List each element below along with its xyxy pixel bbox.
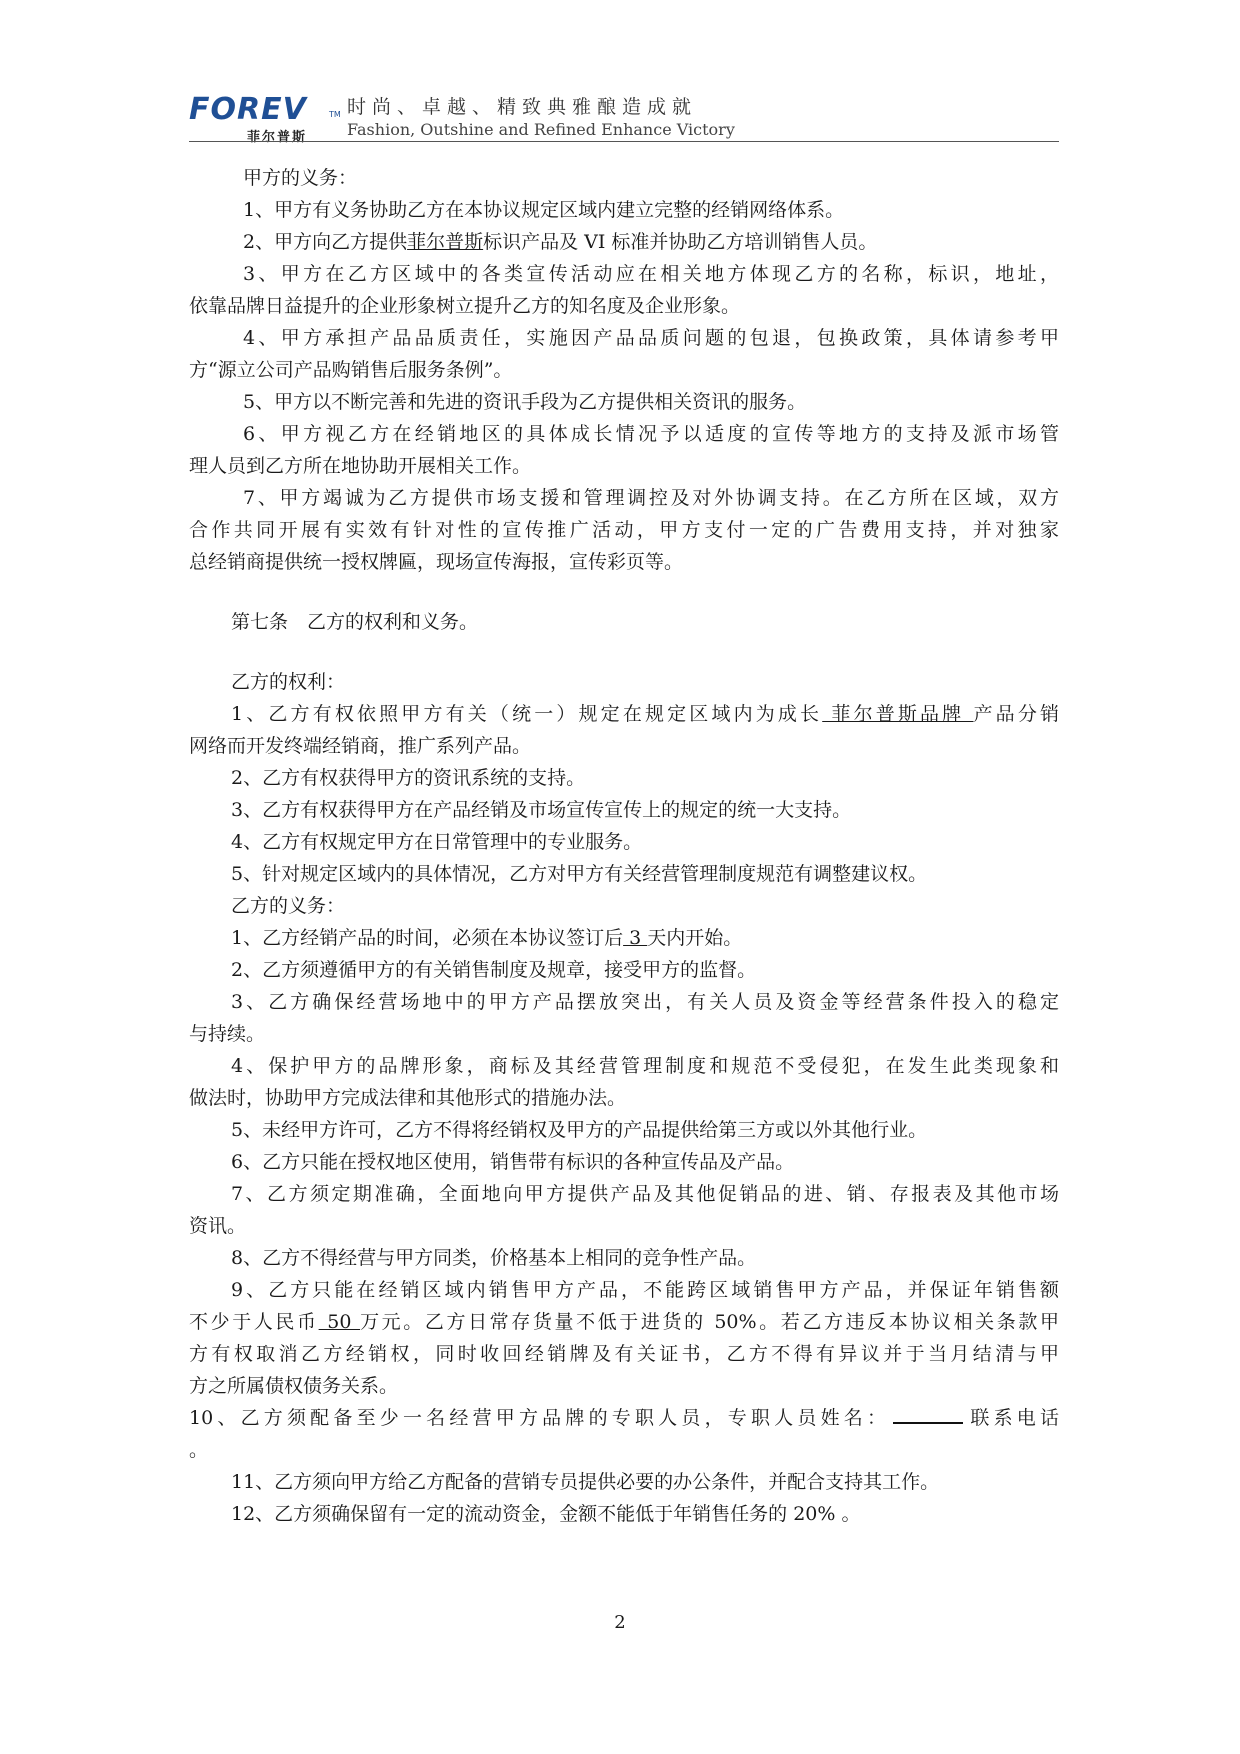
brand-underlined: 菲尔普斯 — [407, 231, 484, 253]
party-b-obligation-3-line-1: 3、乙方确保经营场地中的甲方产品摆放突出，有关人员及资金等经营条件投入的稳定 — [231, 991, 1059, 1013]
party-b-rights-heading: 乙方的权利： — [231, 671, 346, 693]
document-body — [189, 162, 1059, 1530]
party-a-item-7-line-2: 合作共同开展有实效有针对性的宣传推广活动，甲方支付一定的广告费用支持，并对独家 — [189, 519, 1059, 541]
party-a-item-7-line-1: 7、甲方竭诚为乙方提供市场支援和管理调控及对外协调支持。在乙方所在区域，双方 — [243, 487, 1059, 509]
party-a-item-4-line-2: 方“源立公司产品购销售后服务条例”。 — [189, 359, 513, 381]
party-b-rights-item-4: 4、乙方有权规定甲方在日常管理中的专业服务。 — [231, 831, 643, 853]
party-b-obligation-9-line-4: 方之所属债权债务关系。 — [189, 1375, 399, 1397]
party-a-item-4-line-1: 4、甲方承担产品品质责任，实施因产品品质问题的包退，包换政策，具体请参考甲 — [243, 327, 1059, 349]
party-a-item-7-line-3: 总经销商提供统一授权牌匾，现场宣传海报，宣传彩页等。 — [189, 551, 684, 573]
slogan-english: Fashion, Outshine and Refined Enhance Victory — [347, 120, 735, 139]
party-a-item-3-line-1: 3、甲方在乙方区域中的各类宣传活动应在相关地方体现乙方的名称，标识，地址， — [243, 263, 1059, 285]
party-b-rights-item-3: 3、乙方有权获得甲方在产品经销及市场宣传宣传上的规定的统一大支持。 — [231, 799, 852, 821]
party-b-obligation-5: 5、未经甲方许可，乙方不得将经销权及甲方的产品提供给第三方或以外其他行业。 — [231, 1119, 928, 1141]
staff-name-blank — [893, 1406, 963, 1424]
trademark-mark: TM — [329, 110, 341, 119]
page-header — [189, 86, 1059, 145]
page-number: 2 — [614, 1612, 626, 1633]
party-b-rights-item-1-line-1: 1、乙方有权依照甲方有关（统一）规定在规定区域内为成长 菲尔普斯品牌 产品分销 — [231, 703, 1059, 725]
party-a-item-6-line-1: 6、甲方视乙方在经销地区的具体成长情况予以适度的宣传等地方的支持及派市场管 — [243, 423, 1059, 445]
brand-underlined: 菲尔普斯品牌 — [822, 703, 974, 725]
party-a-item-6-line-2: 理人员到乙方所在地协助开展相关工作。 — [189, 455, 532, 477]
party-b-rights-item-2: 2、乙方有权获得甲方的资讯系统的支持。 — [231, 767, 586, 789]
party-a-obligations-heading: 甲方的义务： — [243, 167, 358, 189]
party-b-obligation-4-line-2: 做法时，协助甲方完成法律和其他形式的措施办法。 — [189, 1087, 627, 1109]
header-divider — [189, 141, 1059, 142]
party-b-obligation-10-line-2: 。 — [189, 1439, 209, 1461]
party-b-obligation-4-line-1: 4、保护甲方的品牌形象，商标及其经营管理制度和规范不受侵犯，在发生此类现象和 — [231, 1055, 1059, 1077]
party-b-rights-item-1-line-2: 网络而开发终端经销商，推广系列产品。 — [189, 735, 532, 757]
party-b-obligation-9-line-1: 9、乙方只能在经销区域内销售甲方产品，不能跨区域销售甲方产品，并保证年销售额 — [231, 1279, 1059, 1301]
party-a-item-1: 1、甲方有义务协助乙方在本协议规定区域内建立完整的经销网络体系。 — [243, 199, 845, 221]
party-a-item-2: 2、甲方向乙方提供菲尔普斯标识产品及 VI 标准并协助乙方培训销售人员。 — [243, 231, 878, 253]
forev-logo: FOREV — [189, 92, 307, 127]
party-b-obligation-1: 1、乙方经销产品的时间，必须在本协议签订后 3 天内开始。 — [231, 927, 743, 949]
party-b-obligation-8: 8、乙方不得经营与甲方同类，价格基本上相同的竞争性产品。 — [231, 1247, 757, 1269]
party-b-obligation-7-line-2: 资讯。 — [189, 1215, 247, 1237]
party-b-obligation-9-line-3: 方有权取消乙方经销权，同时收回经销牌及有关证书，乙方不得有异议并于当月结清与甲 — [189, 1343, 1059, 1365]
party-b-obligations-heading: 乙方的义务： — [231, 895, 346, 917]
party-b-obligation-6: 6、乙方只能在授权地区使用，销售带有标识的各种宣传品及产品。 — [231, 1151, 795, 1173]
party-b-obligation-7-line-1: 7、乙方须定期准确，全面地向甲方提供产品及其他促销品的进、销、存报表及其他市场 — [231, 1183, 1059, 1205]
party-b-obligation-11: 11、乙方须向甲方给乙方配备的营销专员提供必要的办公条件，并配合支持其工作。 — [231, 1471, 940, 1493]
amount-underlined: 50 — [318, 1311, 361, 1333]
party-b-obligation-9-line-2: 不少于人民币 50 万元。乙方日常存货量不低于进货的 50%。若乙方违反本协议相关条款甲 — [189, 1311, 1059, 1333]
article-7-title: 第七条 乙方的权利和义务。 — [231, 611, 479, 633]
party-b-obligation-12: 12、乙方须确保留有一定的流动资金，金额不能低于年销售任务的 20% 。 — [231, 1503, 861, 1525]
days-underlined: 3 — [623, 927, 648, 949]
party-a-item-5: 5、甲方以不断完善和先进的资讯手段为乙方提供相关资讯的服务。 — [243, 391, 807, 413]
party-b-obligation-2: 2、乙方须遵循甲方的有关销售制度及规章，接受甲方的监督。 — [231, 959, 757, 981]
slogan-chinese: 时尚、卓越、精致典雅酿造成就 — [347, 96, 698, 118]
party-b-obligation-10-line-1: 10、乙方须配备至少一名经营甲方品牌的专职人员，专职人员姓名： 联系电话 — [189, 1407, 1059, 1429]
party-a-item-3-line-2: 依靠品牌日益提升的企业形象树立提升乙方的知名度及企业形象。 — [189, 295, 741, 317]
logo-chinese-name: 菲尔普斯 — [247, 130, 308, 145]
party-b-rights-item-5: 5、针对规定区域内的具体情况，乙方对甲方有关经营管理制度规范有调整建议权。 — [231, 863, 928, 885]
party-b-obligation-3-line-2: 与持续。 — [189, 1023, 266, 1045]
